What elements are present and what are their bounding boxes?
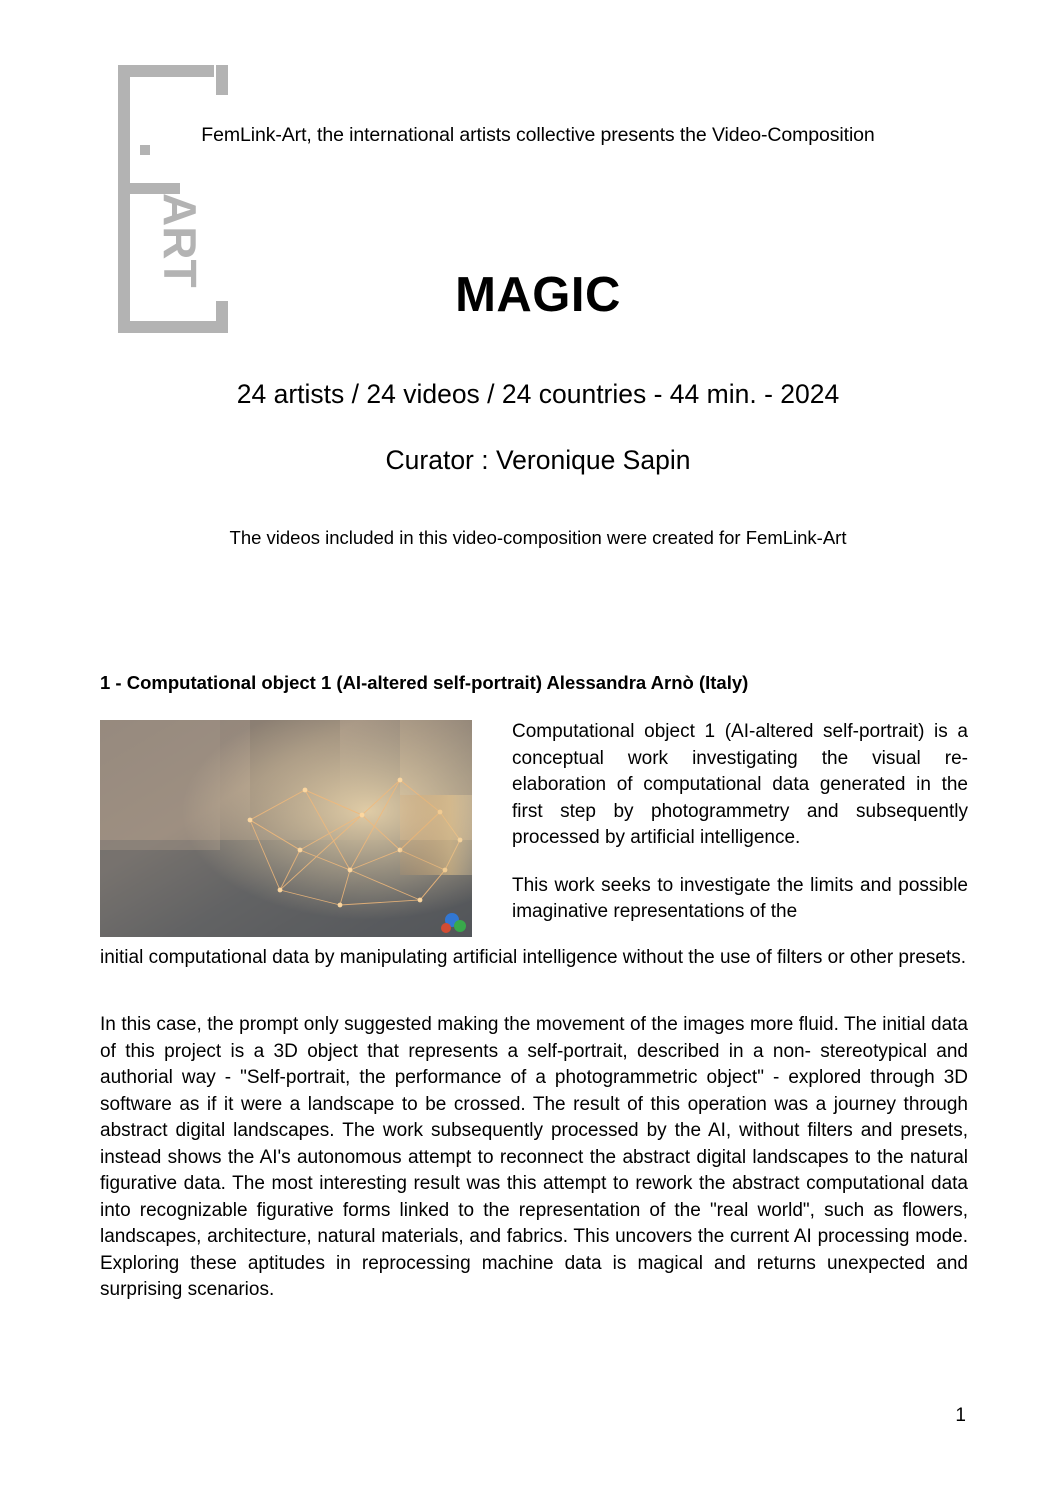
page-number: 1 bbox=[955, 1405, 966, 1426]
paragraph-1: Computational object 1 (AI-altered self-portrait) is a conceptual work investigating the visual re- elaboration of computational data generated in the first step by photogrammetry and subsequently processed by artificial intelligence. bbox=[512, 721, 968, 848]
svg-text:ART: ART bbox=[154, 193, 206, 288]
entry-paragraphs-right bbox=[512, 719, 968, 926]
entry-heading: 1 - Computational object 1 (AI-altered self-portrait) Alessandra Arnò (Italy) bbox=[100, 672, 749, 693]
paragraph-2: This work seeks to investigate the limits and possible imaginative representations of the bbox=[512, 874, 968, 922]
artwork-image bbox=[100, 720, 472, 937]
entry-paragraph-2-continued: initial computational data by manipulating artificial intelligence without the use of filters or other presets. bbox=[100, 947, 967, 968]
page-title: MAGIC bbox=[455, 268, 621, 322]
presenter-line: FemLink-Art, the international artists collective presents the Video-Composition bbox=[201, 124, 875, 146]
subtitle: 24 artists / 24 videos / 24 countries - 44 min. - 2024 bbox=[236, 379, 840, 409]
creation-note: The videos included in this video-composition were created for FemLink-Art bbox=[229, 527, 847, 548]
entry-paragraph-3: In this case, the prompt only suggested making the movement of the images more fluid. The initial data of this project is a 3D object that represents a self-portrait, described in a non- stereotypical and authorial way - "Self-portrait, the performance of a photogrammetric object" - explored through 3D software as if it were a landscape to be crossed. The result of this operation was a journey through abstract digital landscapes. The work subsequently processed by the AI, without filters and presets, instead shows the AI's autonomous attempt to reconnect the abstract digital landscapes to the natural figurative data. The most interesting result was this attempt to rework the abstract computational data into recognizable figurative forms linked to the representation of the "real world", such as flowers, landscapes, architecture, natural materials, and fabrics. This uncovers the current AI processing mode. Exploring these aptitudes in reprocessing machine data is magical and returns unexpected and surprising scenarios. bbox=[100, 1014, 968, 1300]
curator-line: Curator : Veronique Sapin bbox=[385, 445, 691, 475]
